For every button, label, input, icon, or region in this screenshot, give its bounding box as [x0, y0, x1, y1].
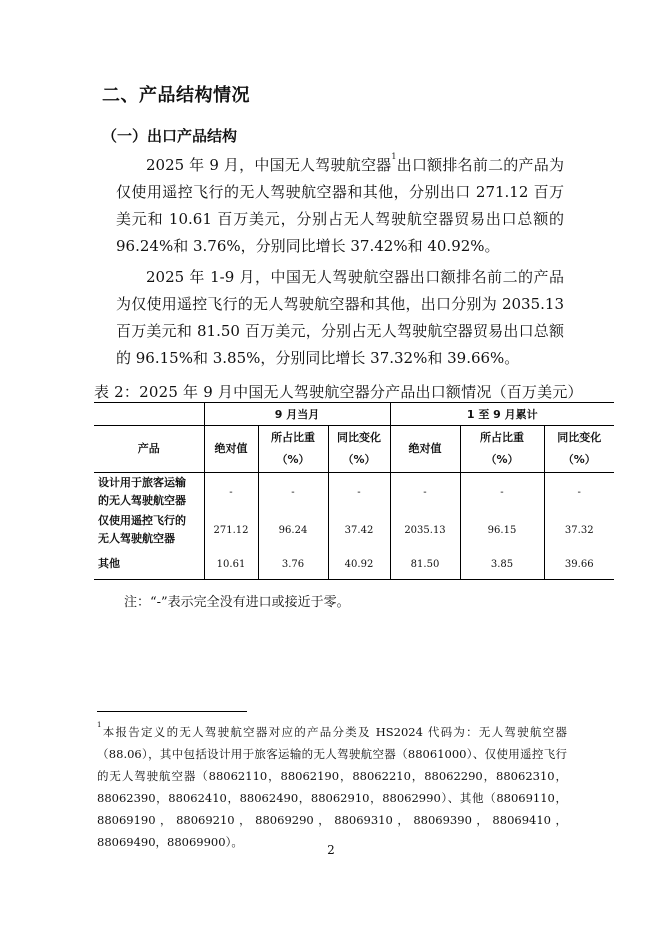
row-label-line1: 设计用于旅客运输 [98, 476, 186, 489]
page-number: 2 [327, 843, 335, 857]
table-row [94, 511, 614, 549]
footnote-marker: 1 [97, 721, 102, 729]
section-title: 二、产品结构情况 [102, 85, 250, 106]
footnote [97, 721, 567, 853]
row-label-line2: 的无人驾驶航空器 [98, 494, 186, 507]
table-cell: - [544, 473, 614, 512]
paragraph-jan-sep-text: 2025 年 1-9 月，中国无人驾驶航空器出口额排名前二的产品为仅使用遥控飞行的无人驾驶航空器和其他，出口分别为 2035.13 百万美元和 81.50 百万美元，分别占无人驾驶航空器贸易出口总额的 96.15%和 3.85%，分别同比增长 37.32%和 39.66%。 [116, 268, 564, 367]
yoy-header-line1: 同比变化 [557, 431, 602, 444]
share-header-line1: 所占比重 [271, 431, 315, 444]
subsection-title: （一）出口产品结构 [102, 127, 238, 145]
yoy-header-line1: 同比变化 [337, 431, 381, 444]
share-header-line2: （%） [485, 453, 519, 466]
table-cell: 3.85 [460, 549, 544, 580]
row-label-line1: 其他 [98, 557, 120, 570]
group-header-september: 9 月当月 [204, 403, 390, 426]
export-table [94, 402, 614, 580]
paragraph-september-lead: 2025 年 9 月，中国无人驾驶航空器 [146, 156, 392, 174]
row-label-line2: 无人驾驶航空器 [98, 532, 175, 545]
footnote-reference[interactable]: 1 [391, 152, 397, 161]
share-header-line2: （%） [276, 453, 310, 466]
table-caption: 表 2：2025 年 9 月中国无人驾驶航空器分产品出口额情况（百万美元） [94, 383, 583, 401]
table-cell: 39.66 [544, 549, 614, 580]
table-corner-cell [94, 403, 204, 426]
table-note: 注：“-”表示完全没有进口或接近于零。 [124, 595, 350, 610]
row-label [94, 473, 204, 512]
table-cell: - [204, 473, 258, 512]
yoy-header-line2: （%） [342, 453, 376, 466]
group-header-cumulative: 1 至 9 月累计 [390, 403, 614, 426]
abs-header-sep: 绝对值 [204, 426, 258, 473]
table-cell: 37.42 [328, 511, 390, 549]
share-header-sep [258, 426, 328, 473]
yoy-header-cum [544, 426, 614, 473]
paragraph-september-rest: 出口额排名前二的产品为仅使用遥控飞行的无人驾驶航空器和其他，分别出口 271.12 百万美元和 10.61 百万美元，分别占无人驾驶航空器贸易出口总额的 96.24%和 3.76%，分别同比增长 37.42%和 40.92%。 [116, 156, 564, 255]
table-cell: 37.32 [544, 511, 614, 549]
table-cell: 96.15 [460, 511, 544, 549]
table-cell: 96.24 [258, 511, 328, 549]
footnote-separator [97, 711, 247, 712]
table-cell: - [390, 473, 460, 512]
table-row [94, 473, 614, 512]
table-cell: 2035.13 [390, 511, 460, 549]
share-header-line1: 所占比重 [480, 431, 524, 444]
paragraph-jan-sep [116, 264, 564, 372]
table-cell: - [258, 473, 328, 512]
footnote-text: 本报告定义的无人驾驶航空器对应的产品分类及 HS2024 代码为：无人驾驶航空器（88.06），其中包括设计用于旅客运输的无人驾驶航空器（88061000）、仅使用遥控飞行的无人驾驶航空器（88062110，88062190，88062210，88062290，88062310，88062390，88062410，88062490，88062910，88062990）、其他（88069110，88069190，88069210，88069290，88069310，88069390，88069410，88069490，88069900）。 [97, 725, 567, 849]
table-column-header-row [94, 426, 614, 473]
paragraph-september [116, 152, 564, 260]
yoy-header-sep [328, 426, 390, 473]
table-cell: 3.76 [258, 549, 328, 580]
table-cell: 81.50 [390, 549, 460, 580]
row-label-line1: 仅使用遥控飞行的 [98, 514, 186, 527]
product-header: 产品 [94, 426, 204, 473]
row-label [94, 549, 204, 580]
abs-header-cum: 绝对值 [390, 426, 460, 473]
table-row [94, 549, 614, 580]
table-cell: - [460, 473, 544, 512]
table-cell: 10.61 [204, 549, 258, 580]
table-cell: - [328, 473, 390, 512]
table-cell: 40.92 [328, 549, 390, 580]
yoy-header-line2: （%） [562, 453, 596, 466]
row-label [94, 511, 204, 549]
table-cell: 271.12 [204, 511, 258, 549]
share-header-cum [460, 426, 544, 473]
table-group-header-row [94, 403, 614, 426]
